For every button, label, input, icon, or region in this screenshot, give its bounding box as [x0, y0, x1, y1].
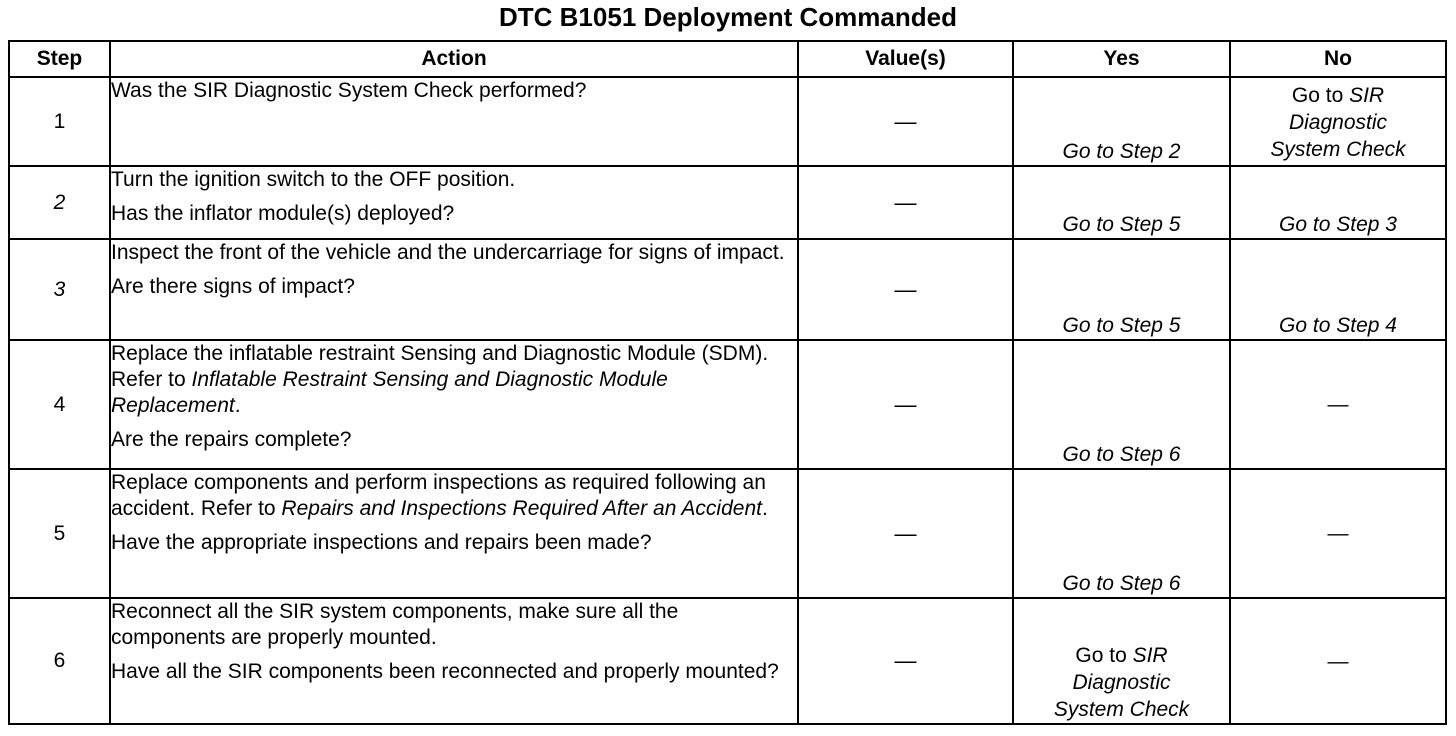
- action-text: Was the SIR Diagnostic System Check performed?: [111, 79, 587, 102]
- yes-ref: SIR: [1132, 644, 1168, 667]
- step-number: 6: [9, 598, 110, 724]
- value-cell: —: [798, 469, 1013, 598]
- action-question: Are there signs of impact?: [111, 275, 355, 298]
- step-number: 1: [9, 77, 110, 166]
- value-cell: —: [798, 166, 1013, 239]
- yes-prefix: Go to: [1075, 644, 1133, 667]
- no-cell: —: [1230, 598, 1446, 724]
- no-cell: [1230, 77, 1446, 166]
- action-period: .: [761, 497, 768, 520]
- yes-cell: Go to Step 5: [1013, 239, 1230, 340]
- no-prefix: Go to: [1291, 84, 1350, 107]
- yes-cell: Go to Step 6: [1013, 469, 1230, 598]
- table-row: [9, 239, 1446, 340]
- action-text: Replace components and perform inspections as required following an accident. Refer to: [111, 471, 766, 520]
- action-period: .: [234, 394, 241, 417]
- action-question: Has the inflator module(s) deployed?: [111, 202, 455, 225]
- no-ref: SIR: [1349, 84, 1385, 107]
- step-number: 2: [9, 166, 110, 239]
- action-text: Inspect the front of the vehicle and the undercarriage for signs of impact.: [111, 241, 785, 264]
- action-question: Have the appropriate inspections and repairs been made?: [111, 531, 652, 554]
- no-cell: —: [1230, 340, 1446, 469]
- step-number: 3: [9, 239, 110, 340]
- action-question: Have all the SIR components been reconnected and properly mounted?: [111, 660, 779, 683]
- no-ref: Diagnostic: [1288, 111, 1388, 134]
- action-text: Replace the inflatable restraint Sensing and Diagnostic Module (SDM). Refer to: [111, 342, 769, 391]
- yes-cell: [1013, 598, 1230, 724]
- action-reference: Inflatable Restraint Sensing and Diagnostic Module Replacement: [111, 368, 668, 417]
- step-number: 5: [9, 469, 110, 598]
- header-no: No: [1230, 41, 1446, 77]
- header-action: Action: [110, 41, 798, 77]
- action-cell: [110, 239, 798, 340]
- table-header-row: [9, 41, 1446, 77]
- no-ref: System Check: [1270, 138, 1406, 161]
- action-text: Turn the ignition switch to the OFF position.: [111, 168, 516, 191]
- no-cell: —: [1230, 469, 1446, 598]
- header-yes: Yes: [1013, 41, 1230, 77]
- table-row: [9, 598, 1446, 724]
- header-step: Step: [9, 41, 110, 77]
- yes-cell: Go to Step 6: [1013, 340, 1230, 469]
- action-text: Reconnect all the SIR system components, make sure all the components are properly mounted.: [111, 600, 679, 649]
- diagnostic-table: [8, 40, 1447, 725]
- step-number: 4: [9, 340, 110, 469]
- value-cell: —: [798, 239, 1013, 340]
- header-values: Value(s): [798, 41, 1013, 77]
- action-cell: [110, 598, 798, 724]
- action-reference: Repairs and Inspections Required After an Accident: [281, 497, 762, 520]
- table-row: [9, 166, 1446, 239]
- value-cell: —: [798, 598, 1013, 724]
- yes-ref: Diagnostic: [1072, 671, 1171, 694]
- no-cell: Go to Step 4: [1230, 239, 1446, 340]
- yes-cell: Go to Step 5: [1013, 166, 1230, 239]
- action-cell: [110, 340, 798, 469]
- page-title: DTC B1051 Deployment Commanded: [499, 2, 957, 32]
- table-row: [9, 77, 1446, 166]
- table-row: [9, 340, 1446, 469]
- value-cell: —: [798, 340, 1013, 469]
- no-cell: Go to Step 3: [1230, 166, 1446, 239]
- yes-cell: Go to Step 2: [1013, 77, 1230, 166]
- yes-ref: System Check: [1053, 698, 1190, 721]
- action-cell: [110, 77, 798, 166]
- action-cell: [110, 166, 798, 239]
- action-cell: [110, 469, 798, 598]
- table-row: [9, 469, 1446, 598]
- value-cell: —: [798, 77, 1013, 166]
- action-question: Are the repairs complete?: [111, 428, 352, 451]
